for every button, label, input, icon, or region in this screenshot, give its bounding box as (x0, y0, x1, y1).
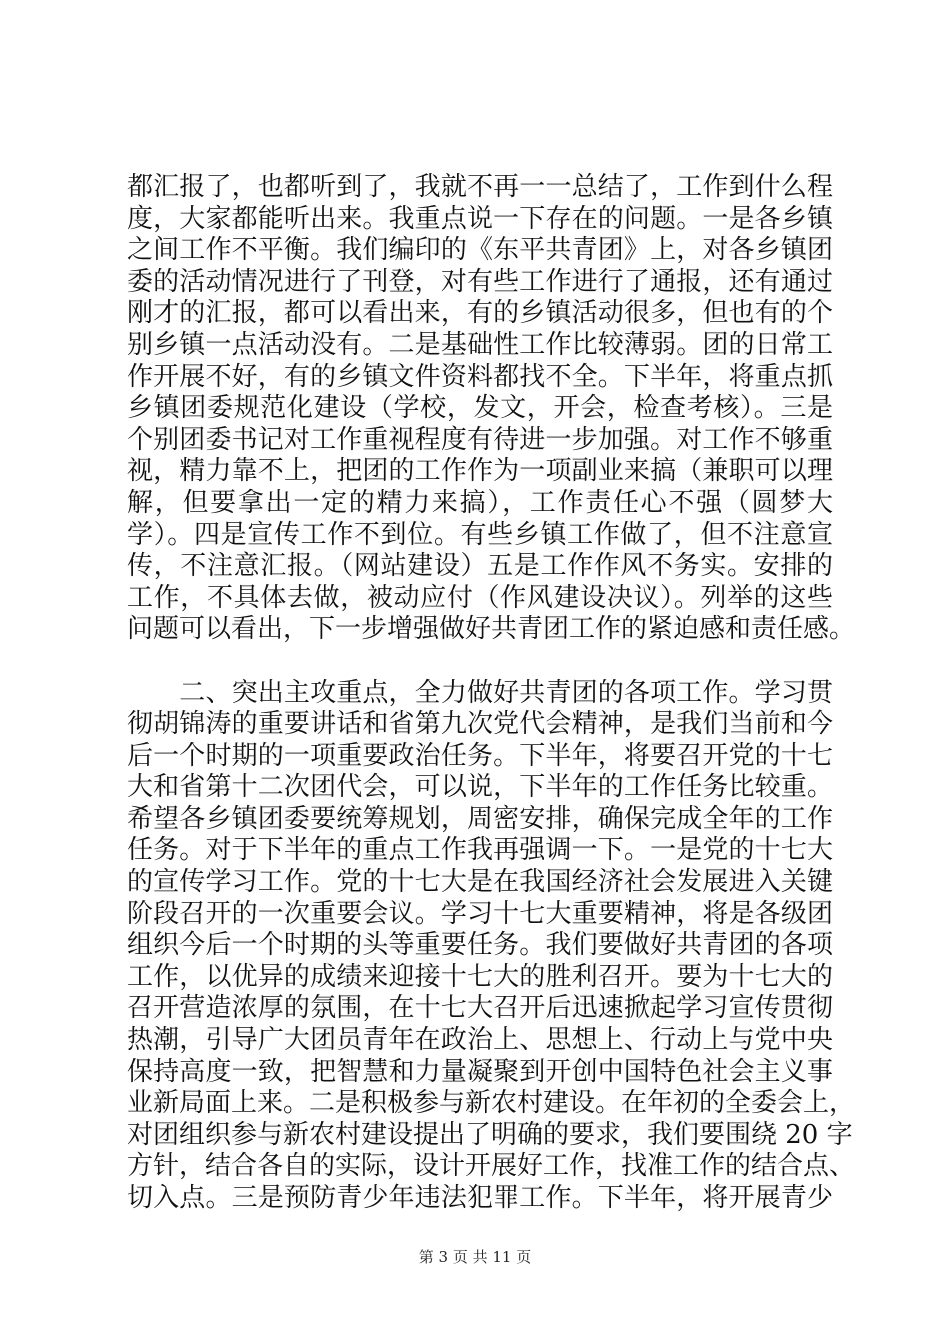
text-line: 方针，结合各自的实际，设计开展好工作，找准工作的结合点、 (127, 1151, 856, 1182)
text-line: 保持高度一致，把智慧和力量凝聚到开创中国特色社会主义事 (127, 1056, 833, 1087)
text-line: 工作，不具体去做，被动应付（作风建设决议）。列举的这些 (127, 582, 833, 613)
body-text (127, 172, 856, 1215)
text-line: 的宣传学习工作。党的十七大是在我国经济社会发展进入关键 (127, 867, 833, 898)
text-line: 二、突出主攻重点，全力做好共青团的各项工作。学习贯 (127, 677, 833, 708)
text-line: 对团组织参与新农村建设提出了明确的要求，我们要围绕 20 字 (127, 1119, 853, 1150)
text-line: 乡镇团委规范化建设（学校，发文，开会，检查考核）。三是 (127, 393, 833, 424)
paragraph-1 (127, 172, 856, 646)
text-line: 工作，以优异的成绩来迎接十七大的胜利召开。要为十七大的 (127, 961, 833, 992)
text-line: 都汇报了，也都听到了，我就不再一一总结了，工作到什么程 (127, 172, 833, 202)
text-line: 召开营造浓厚的氛围，在十七大召开后迅速掀起学习宣传贯彻 (127, 993, 833, 1024)
text-line: 个别团委书记对工作重视程度有待进一步加强。对工作不够重 (127, 424, 833, 455)
text-line: 问题可以看出，下一步增强做好共青团工作的紧迫感和责任感。 (127, 614, 856, 645)
text-line: 任务。对于下半年的重点工作我再强调一下。一是党的十七大 (127, 835, 833, 866)
text-line: 热潮，引导广大团员青年在政治上、思想上、行动上与党中央 (127, 1025, 833, 1056)
text-line: 切入点。三是预防青少年违法犯罪工作。下半年，将开展青少 (127, 1183, 833, 1213)
text-line: 度，大家都能听出来。我重点说一下存在的问题。一是各乡镇 (127, 203, 833, 234)
text-line: 别乡镇一点活动没有。二是基础性工作比较薄弱。团的日常工 (127, 329, 833, 360)
text-line: 委的活动情况进行了刊登，对有些工作进行了通报，还有通过 (127, 266, 833, 297)
text-line: 之间工作不平衡。我们编印的《东平共青团》上，对各乡镇团 (127, 235, 833, 266)
text-line: 组织今后一个时期的头等重要任务。我们要做好共青团的各项 (127, 930, 833, 961)
text-line: 业新局面上来。二是积极参与新农村建设。在年初的全委会上， (127, 1088, 856, 1119)
page-number-footer: 第 3 页 共 11 页 (418, 1248, 532, 1266)
text-line: 解，但要拿出一定的精力来搞），工作责任心不强（圆梦大 (127, 487, 833, 518)
text-line: 阶段召开的一次重要会议。学习十七大重要精神，将是各级团 (127, 898, 833, 929)
text-line: 后一个时期的一项重要政治任务。下半年，将要召开党的十七 (127, 740, 833, 771)
text-line: 彻胡锦涛的重要讲话和省第九次党代会精神，是我们当前和今 (127, 709, 833, 740)
text-line: 视，精力靠不上，把团的工作作为一项副业来搞（兼职可以理 (127, 456, 833, 487)
text-line: 学）。四是宣传工作不到位。有些乡镇工作做了，但不注意宣 (127, 519, 833, 550)
text-line: 作开展不好，有的乡镇文件资料都找不全。下半年，将重点抓 (127, 361, 833, 392)
text-line: 大和省第十二次团代会，可以说，下半年的工作任务比较重。 (127, 772, 833, 803)
paragraph-spacer (127, 646, 833, 678)
text-line: 希望各乡镇团委要统筹规划，周密安排，确保完成全年的工作 (127, 803, 833, 834)
paragraph-2 (127, 677, 856, 1215)
text-line: 传，不注意汇报。（网站建设）五是工作作风不务实。安排的 (127, 551, 833, 582)
text-line: 刚才的汇报，都可以看出来，有的乡镇活动很多，但也有的个 (127, 298, 833, 329)
